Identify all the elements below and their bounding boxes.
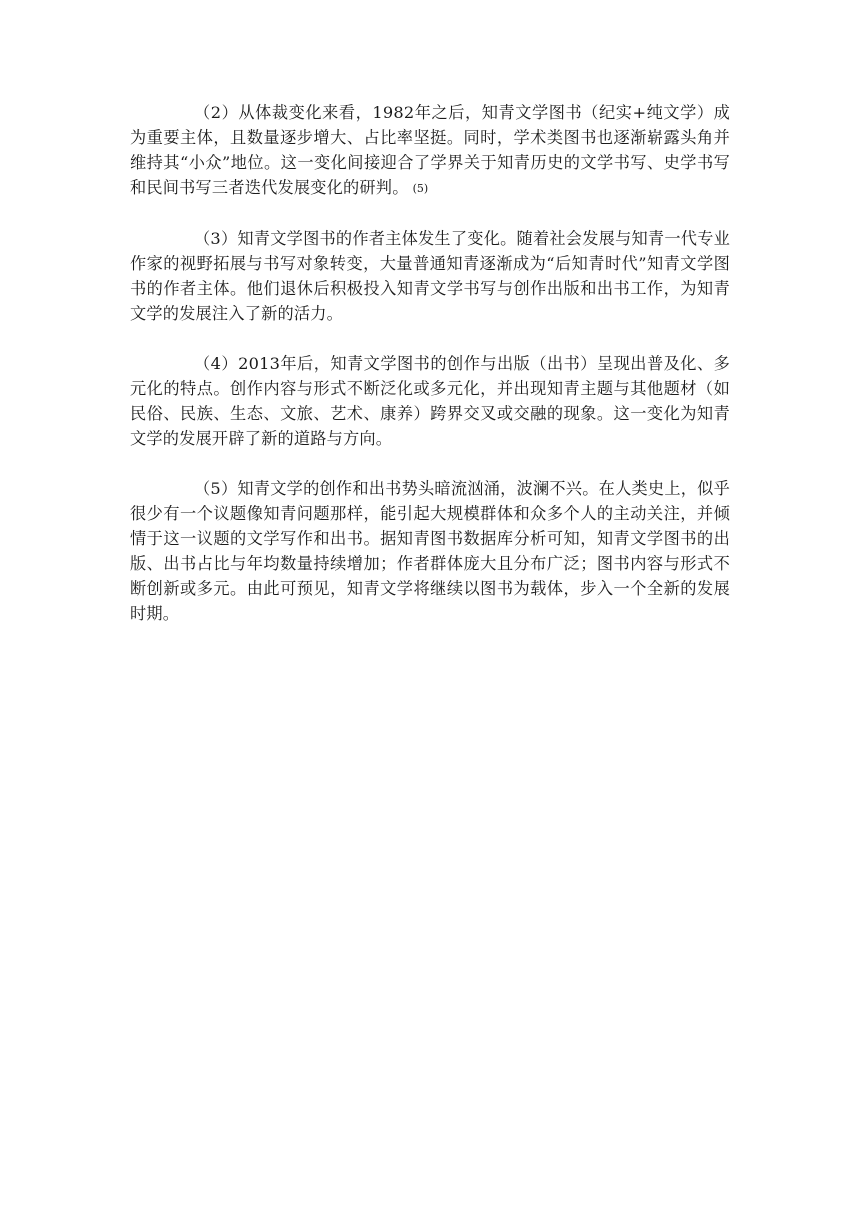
- paragraph-5: [130, 476, 730, 626]
- paragraph-2-text: （2）从体裁变化来看，1982年之后，知青文学图书（纪实+纯文学）成为重要主体，且数量逐步增大、占比率坚挺。同时，学术类图书也逐渐崭露头角并维持其“小众”地位。这一变化间接迎合了学界关于知青历史的文学书写、史学书写和民间书写三者迭代发展变化的研判。: [130, 103, 730, 197]
- paragraph-3-text: （3）知青文学图书的作者主体发生了变化。随着社会发展与知青一代专业作家的视野拓展与书写对象转变，大量普通知青逐渐成为“后知青时代”知青文学图书的作者主体。他们退休后积极投入知青文学书写与创作出版和出书工作，为知青文学的发展注入了新的活力。: [130, 229, 730, 323]
- paragraph-2: [130, 100, 730, 201]
- paragraph-4: [130, 351, 730, 451]
- paragraph-3: [130, 226, 730, 326]
- document-body: [130, 100, 730, 651]
- footnote-marker: (5): [412, 182, 429, 195]
- paragraph-4-text: （4）2013年后，知青文学图书的创作与出版（出书）呈现出普及化、多元化的特点。创作内容与形式不断泛化或多元化，并出现知青主题与其他题材（如民俗、民族、生态、文旅、艺术、康养）跨界交叉或交融的现象。这一变化为知青文学的发展开辟了新的道路与方向。: [130, 354, 730, 448]
- paragraph-5-text: （5）知青文学的创作和出书势头暗流汹涌，波澜不兴。在人类史上，似乎很少有一个议题像知青问题那样，能引起大规模群体和众多个人的主动关注，并倾情于这一议题的文学写作和出书。据知青图书数据库分析可知，知青文学图书的出版、出书占比与年均数量持续增加；作者群体庞大且分布广泛；图书内容与形式不断创新或多元。由此可预见，知青文学将继续以图书为载体，步入一个全新的发展时期。: [130, 479, 730, 623]
